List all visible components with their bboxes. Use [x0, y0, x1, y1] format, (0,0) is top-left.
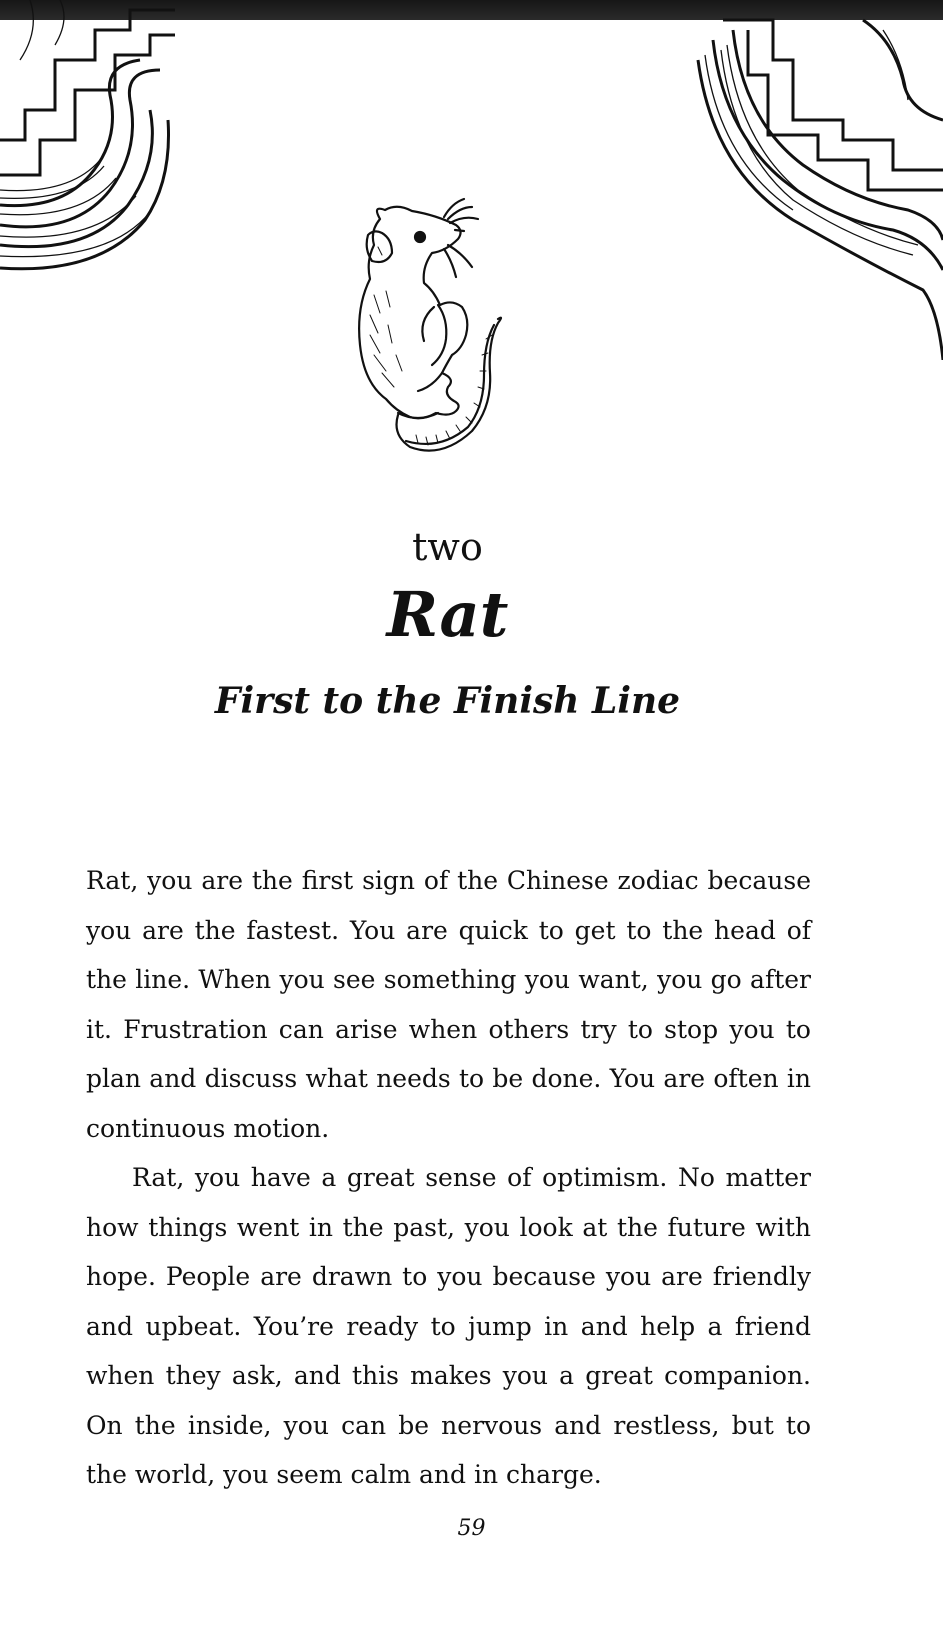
chapter-subtitle: First to the Finish Line [214, 680, 681, 722]
cloud-scroll-ornament-right-icon [693, 0, 943, 360]
body-paragraph: Rat, you have a great sense of optimism. No matter how things went in the past, you look at the future with hope. People are drawn to you because you are friendly and upbeat. You’re ready to jump in and help a friend when they ask, and this makes you a great companion. On the inside, you can be nervous and restless, but to the world, you seem calm and in charge. [86, 1163, 811, 1489]
body-text [86, 856, 811, 1500]
rat-icon [352, 195, 512, 465]
cloud-scroll-ornament-left-icon [0, 0, 175, 280]
body-paragraph: Rat, you are the first sign of the Chinese zodiac because you are the fastest. You are quick to get to the head of the line. When you see something you want, you go after it. Frustration can arise when others try to stop you to plan and discuss what needs to be done. You are often in continuous motion. [86, 866, 811, 1143]
page-number: 59 [457, 1516, 486, 1541]
chapter-number: two [412, 525, 483, 569]
chapter-title: Rat [386, 578, 509, 651]
